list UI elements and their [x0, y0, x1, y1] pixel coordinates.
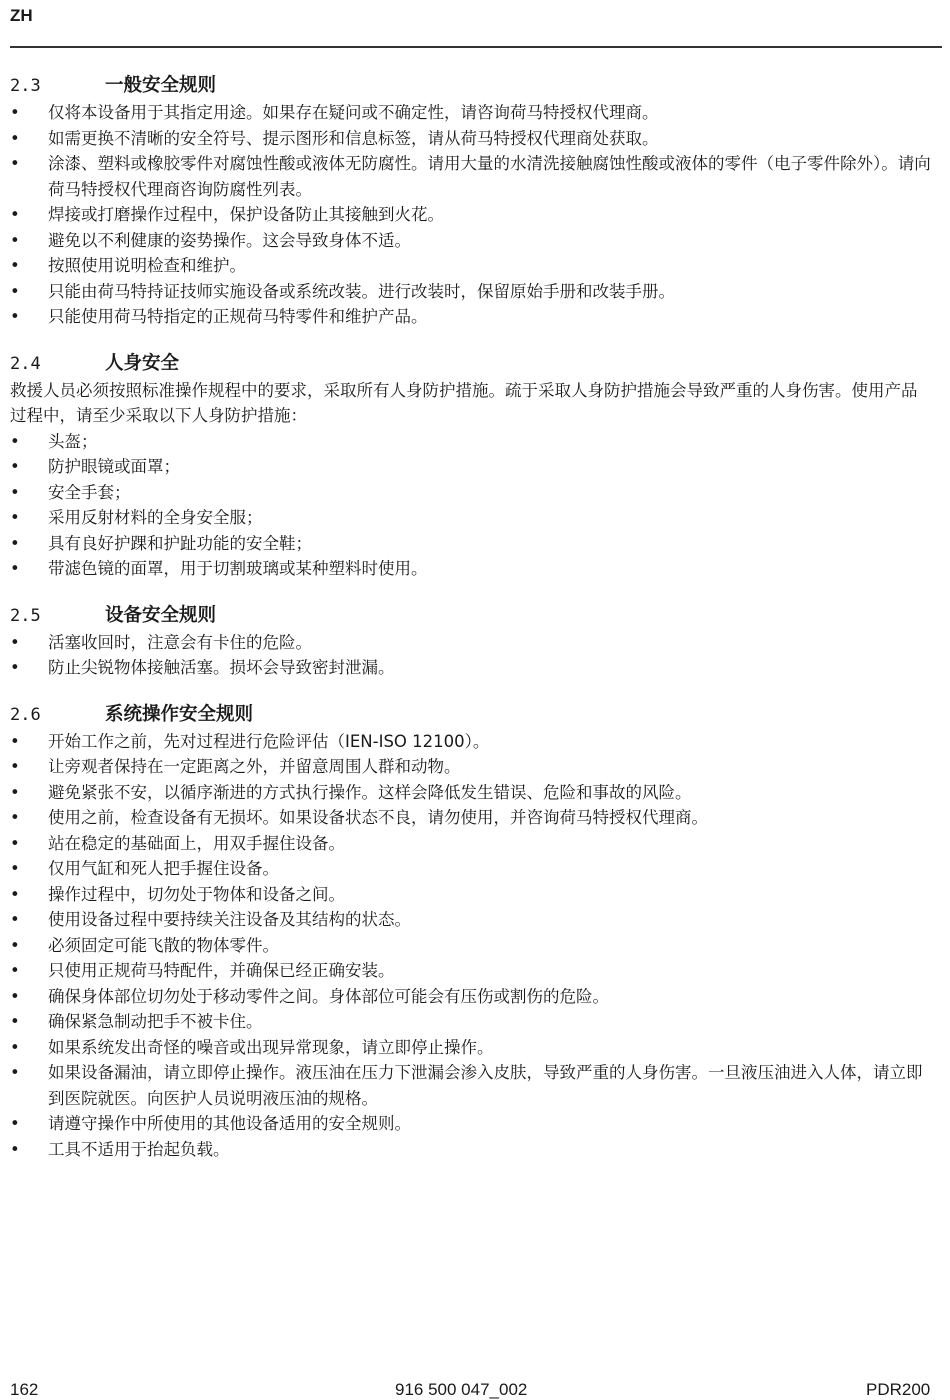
section-number: 2.4: [10, 353, 41, 374]
list-item: • 只能由荷马特持证技师实施设备或系统改装。进行改装时，保留原始手册和改装手册。: [10, 279, 932, 305]
section-2-5: [10, 602, 932, 681]
section-number: 2.3: [10, 76, 41, 96]
section-2-3: [10, 72, 932, 330]
list-item: • 防护眼镜或面罩；: [10, 454, 932, 480]
section-number: 2.6: [10, 704, 41, 725]
list-item: • 使用之前，检查设备有无损坏。如果设备状态不良，请勿使用，并咨询荷马特授权代理商。: [10, 805, 932, 831]
section-heading: [10, 350, 932, 378]
header-divider: [10, 46, 942, 48]
section-number: 2.5: [10, 605, 41, 626]
list-item: • 带滤色镜的面罩，用于切割玻璃或某种塑料时使用。: [10, 556, 932, 582]
bullet-list: [10, 429, 932, 582]
section-2-6: [10, 701, 932, 1163]
bullet-list: [10, 100, 932, 330]
list-item: • 使用设备过程中要持续关注设备及其结构的状态。: [10, 907, 932, 933]
section-heading: [10, 602, 932, 630]
list-item: • 防止尖锐物体接触活塞。损坏会导致密封泄漏。: [10, 655, 932, 681]
list-item: • 如果设备漏油，请立即停止操作。液压油在压力下泄漏会渗入皮肤，导致严重的人身伤害。一旦液压油进入人体，请立即到医院就医。向医护人员说明液压油的规格。: [10, 1060, 932, 1111]
page-number: 162: [10, 1380, 39, 1399]
list-item: • 涂漆、塑料或橡胶零件对腐蚀性酸或液体无防腐性。请用大量的水清洗接触腐蚀性酸或液体的零件（电子零件除外）。请向荷马特授权代理商咨询防腐性列表。: [10, 151, 932, 202]
section-title: 系统操作安全规则: [105, 703, 254, 725]
page-footer: [0, 1380, 950, 1398]
list-item: • 请遵守操作中所使用的其他设备适用的安全规则。: [10, 1111, 932, 1137]
list-item: • 站在稳定的基础面上，用双手握住设备。: [10, 831, 932, 857]
document-body: [10, 72, 932, 1182]
list-item: • 具有良好护踝和护趾功能的安全鞋；: [10, 531, 932, 557]
bullet-list: [10, 630, 932, 681]
list-item: • 只能使用荷马特指定的正规荷马特零件和维护产品。: [10, 304, 932, 330]
section-title: 人身安全: [105, 352, 180, 374]
list-item: • 避免紧张不安，以循序渐进的方式执行操作。这样会降低发生错误、危险和事故的风险。: [10, 780, 932, 806]
list-item: • 如需更换不清晰的安全符号、提示图形和信息标签，请从荷马特授权代理商处获取。: [10, 126, 932, 152]
list-item: • 只使用正规荷马特配件，并确保已经正确安装。: [10, 958, 932, 984]
section-intro: 救援人员必须按照标准操作规程中的要求，采取所有人身防护措施。疏于采取人身防护措施会导致严重的人身伤害。使用产品过程中，请至少采取以下人身防护措施：: [10, 380, 918, 425]
list-item: • 避免以不利健康的姿势操作。这会导致身体不适。: [10, 228, 932, 254]
section-heading: [10, 701, 932, 729]
section-2-4: [10, 350, 932, 582]
section-heading: [10, 72, 932, 100]
list-item: • 开始工作之前，先对过程进行危险评估（IEN-ISO 12100）。: [10, 729, 932, 755]
language-code: ZH: [10, 6, 33, 25]
list-item: • 确保紧急制动把手不被卡住。: [10, 1009, 932, 1035]
list-item: • 焊接或打磨操作过程中，保护设备防止其接触到火花。: [10, 202, 932, 228]
list-item: • 活塞收回时，注意会有卡住的危险。: [10, 630, 932, 656]
model-name: PDR200: [866, 1380, 931, 1399]
section-title: 一般安全规则: [105, 75, 217, 96]
list-item: • 必须固定可能飞散的物体零件。: [10, 933, 932, 959]
list-item: • 安全手套；: [10, 480, 932, 506]
list-item: • 如果系统发出奇怪的噪音或出现异常现象，请立即停止操作。: [10, 1035, 932, 1061]
document-number: 916 500 047_002: [395, 1380, 528, 1399]
list-item: • 按照使用说明检查和维护。: [10, 253, 932, 279]
list-item: • 工具不适用于抬起负载。: [10, 1137, 932, 1163]
list-item: • 操作过程中，切勿处于物体和设备之间。: [10, 882, 932, 908]
list-item: • 采用反射材料的全身安全服；: [10, 505, 932, 531]
list-item: • 让旁观者保持在一定距离之外，并留意周围人群和动物。: [10, 754, 932, 780]
list-item: • 仅将本设备用于其指定用途。如果存在疑问或不确定性，请咨询荷马特授权代理商。: [10, 100, 932, 126]
list-item: • 确保身体部位切勿处于移动零件之间。身体部位可能会有压伤或割伤的危险。: [10, 984, 932, 1010]
section-title: 设备安全规则: [105, 604, 217, 626]
list-item: • 头盔；: [10, 429, 932, 455]
list-item: • 仅用气缸和死人把手握住设备。: [10, 856, 932, 882]
bullet-list: [10, 729, 932, 1163]
